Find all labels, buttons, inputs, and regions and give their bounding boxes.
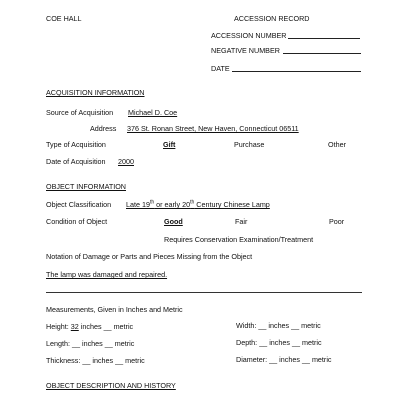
date-of-acquisition-value: 2000 bbox=[118, 157, 134, 166]
source-label: Source of Acquisition bbox=[46, 108, 114, 117]
address-label: Address bbox=[90, 124, 117, 133]
conservation-label: Requires Conservation Examination/Treatment bbox=[164, 235, 314, 244]
width-measurement: Width: __ inches __ metric bbox=[236, 321, 321, 330]
condition-label: Condition of Object bbox=[46, 217, 108, 226]
condition-option-fair: Fair bbox=[235, 217, 248, 226]
type-option-gift: Gift bbox=[163, 140, 176, 149]
classification-value: Late 19th or early 20th Century Chinese Lamp bbox=[126, 199, 270, 209]
classification-label: Object Classification bbox=[46, 200, 112, 209]
condition-option-poor: Poor bbox=[329, 217, 345, 226]
condition-option-good: Good bbox=[164, 217, 183, 226]
date-field[interactable] bbox=[232, 71, 361, 72]
address-value: 376 St. Ronan Street, New Haven, Connecticut 06511 bbox=[127, 124, 299, 133]
negative-number-field[interactable] bbox=[283, 53, 361, 54]
type-option-purchase: Purchase bbox=[234, 140, 265, 149]
length-measurement: Length: __ inches __ metric bbox=[46, 339, 135, 348]
description-heading: OBJECT DESCRIPTION AND HISTORY bbox=[46, 381, 176, 390]
type-label: Type of Acquisition bbox=[46, 140, 106, 149]
thickness-measurement: Thickness: __ inches __ metric bbox=[46, 356, 145, 365]
damage-value: The lamp was damaged and repaired. bbox=[46, 270, 168, 279]
object-info-heading: OBJECT INFORMATION bbox=[46, 182, 126, 191]
height-inches-value: 32 bbox=[70, 322, 79, 331]
damage-label: Notation of Damage or Parts and Pieces Missing from the Object bbox=[46, 252, 253, 261]
acquisition-heading: ACQUISITION INFORMATION bbox=[46, 88, 145, 97]
depth-measurement: Depth: __ inches __ metric bbox=[236, 338, 322, 347]
date-label: DATE bbox=[211, 64, 230, 73]
height-measurement: Height: 32 inches __ metric bbox=[46, 322, 134, 331]
form-title: ACCESSION RECORD bbox=[234, 14, 310, 23]
accession-number-label: ACCESSION NUMBER bbox=[211, 31, 287, 40]
date-of-acquisition-label: Date of Acquisition bbox=[46, 157, 106, 166]
type-option-other: Other bbox=[328, 140, 346, 149]
section-divider bbox=[46, 292, 362, 293]
diameter-measurement: Diameter: __ inches __ metric bbox=[236, 355, 332, 364]
measurements-heading: Measurements, Given in Inches and Metric bbox=[46, 305, 183, 314]
source-value: Michael D. Coe bbox=[128, 108, 178, 117]
accession-number-field[interactable] bbox=[288, 38, 360, 39]
institution-name: COE HALL bbox=[46, 14, 82, 23]
negative-number-label: NEGATIVE NUMBER bbox=[211, 46, 280, 55]
